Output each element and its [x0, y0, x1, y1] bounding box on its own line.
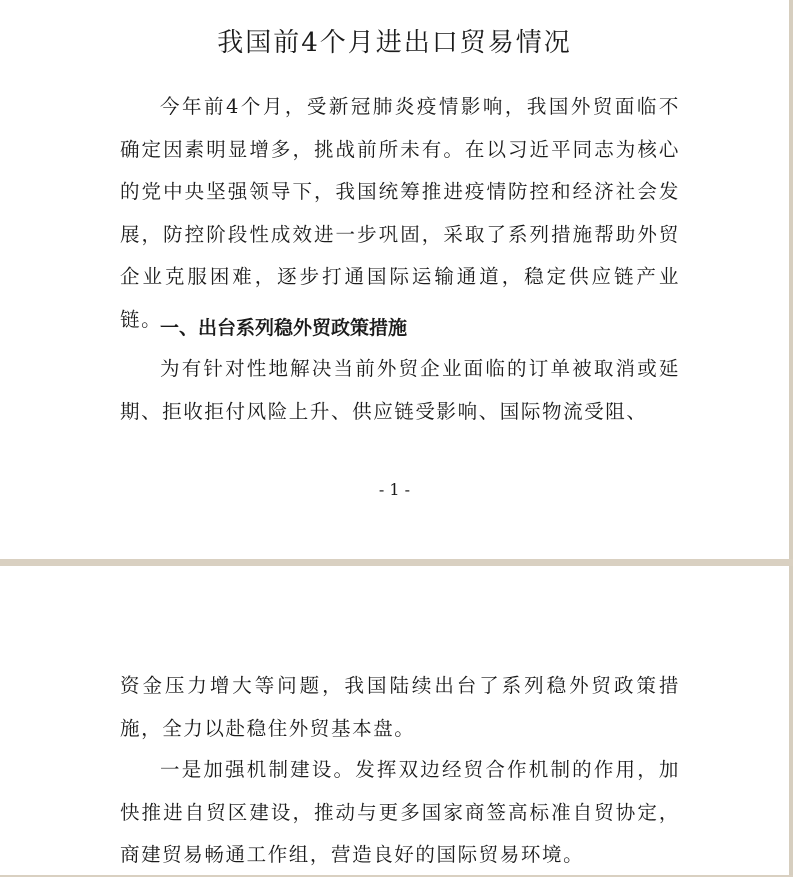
- document-title: 我国前4个月进出口贸易情况: [217, 28, 572, 58]
- section-heading: 一、出台系列稳外贸政策措施: [160, 317, 408, 339]
- intro-paragraph: 今年前4个月，受新冠肺炎疫情影响，我国外贸面临不确定因素明显增多，挑战前所未有。在以习近平同志为核心的党中央坚强领导下，我国统筹推进疫情防控和经济社会发展，防控阶段性成效进一步巩固，采取了系列措施帮助外贸企业克服困难，逐步打通国际运输通道，稳定供应链产业链。: [120, 95, 680, 331]
- continued-paragraph: 资金压力增大等问题，我国陆续出台了系列稳外贸政策措施，全力以赴稳住外贸基本盘。: [120, 674, 680, 740]
- document-page-2: [0, 566, 793, 875]
- page-number: - 1 -: [378, 480, 411, 499]
- mechanism-paragraph: 一是加强机制建设。发挥双边经贸合作机制的作用，加快推进自贸区建设，推动与更多国家商签高标准自贸协定，商建贸易畅通工作组，营造良好的国际贸易环境。: [120, 758, 680, 866]
- policy-paragraph: 为有针对性地解决当前外贸企业面临的订单被取消或延期、拒收拒付风险上升、供应链受影响、国际物流受阻、: [120, 357, 680, 423]
